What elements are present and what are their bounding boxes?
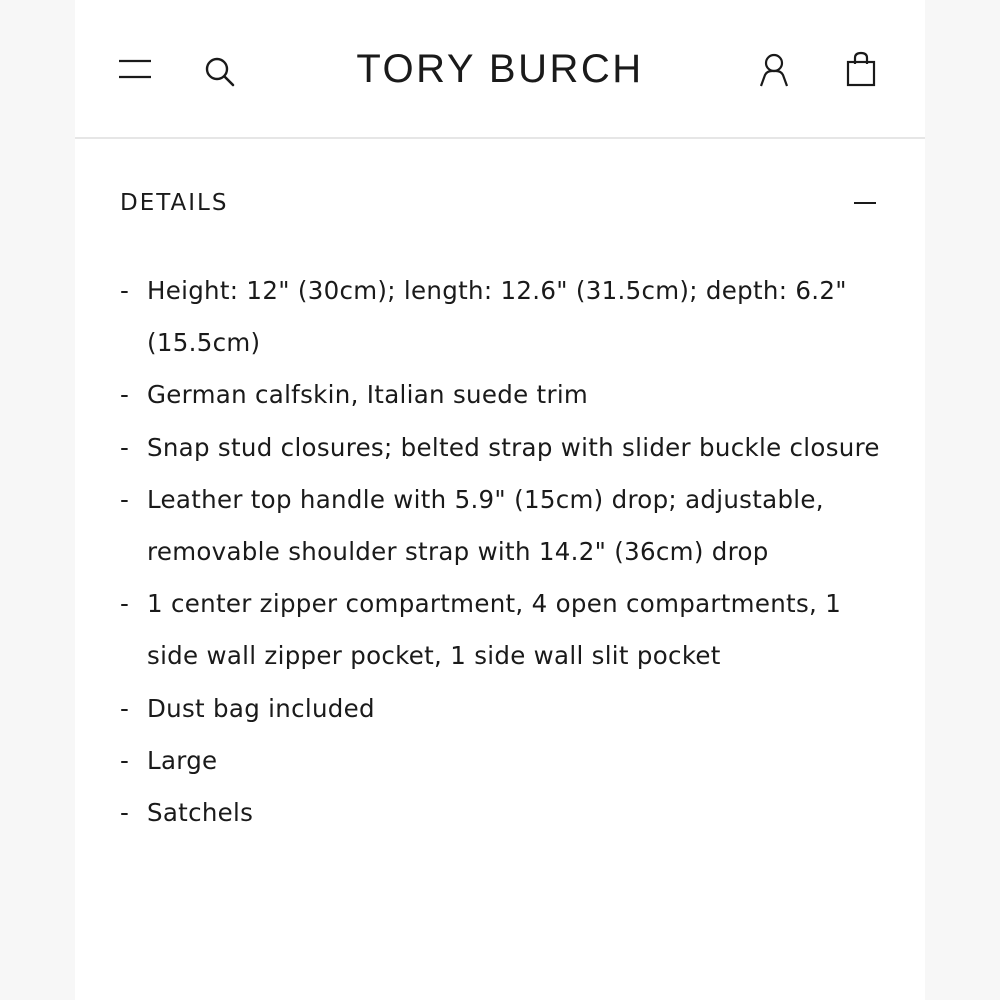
list-item-text: Large — [147, 745, 218, 775]
details-list — [120, 265, 900, 839]
minus-icon[interactable] — [854, 202, 876, 204]
list-item — [120, 683, 900, 735]
list-item-text: Leather top handle with 5.9" (15cm) drop; adjustable, removable shoulder strap with 14.2" (36cm) drop — [147, 484, 824, 567]
list-item — [120, 578, 900, 682]
shopping-bag-icon — [846, 51, 876, 87]
list-item — [120, 369, 900, 421]
bullet-dash: - — [120, 745, 130, 775]
list-item-text: Satchels — [147, 798, 254, 828]
list-item-text: Dust bag included — [147, 693, 375, 723]
list-item-text: Snap stud closures; belted strap with slider buckle closure — [147, 432, 880, 462]
list-item — [120, 735, 900, 787]
shopping-bag-button[interactable] — [846, 51, 876, 87]
bullet-dash: - — [120, 380, 130, 410]
bullet-dash: - — [120, 693, 130, 723]
account-button[interactable] — [759, 53, 789, 87]
list-item — [120, 474, 900, 578]
bullet-dash: - — [120, 798, 130, 828]
list-item-text: 1 center zipper compartment, 4 open compartments, 1 side wall zipper pocket, 1 side wall slit pocket — [147, 589, 842, 671]
list-item — [120, 787, 900, 839]
list-item — [120, 422, 900, 474]
list-item — [120, 265, 900, 369]
user-icon — [759, 53, 789, 87]
bullet-dash: - — [120, 484, 130, 514]
details-accordion-header[interactable] — [120, 183, 876, 223]
bullet-dash: - — [120, 589, 130, 619]
details-title: DETAILS — [120, 190, 229, 216]
bullet-dash: - — [120, 432, 130, 462]
product-page — [75, 0, 925, 1000]
list-item-text: German calfskin, Italian suede trim — [147, 380, 589, 410]
list-item-text: Height: 12" (30cm); length: 12.6" (31.5cm); depth: 6.2" (15.5cm) — [147, 276, 847, 358]
site-header — [75, 0, 925, 139]
bullet-dash: - — [120, 276, 130, 305]
brand-logo[interactable]: TORY BURCH — [356, 47, 644, 91]
